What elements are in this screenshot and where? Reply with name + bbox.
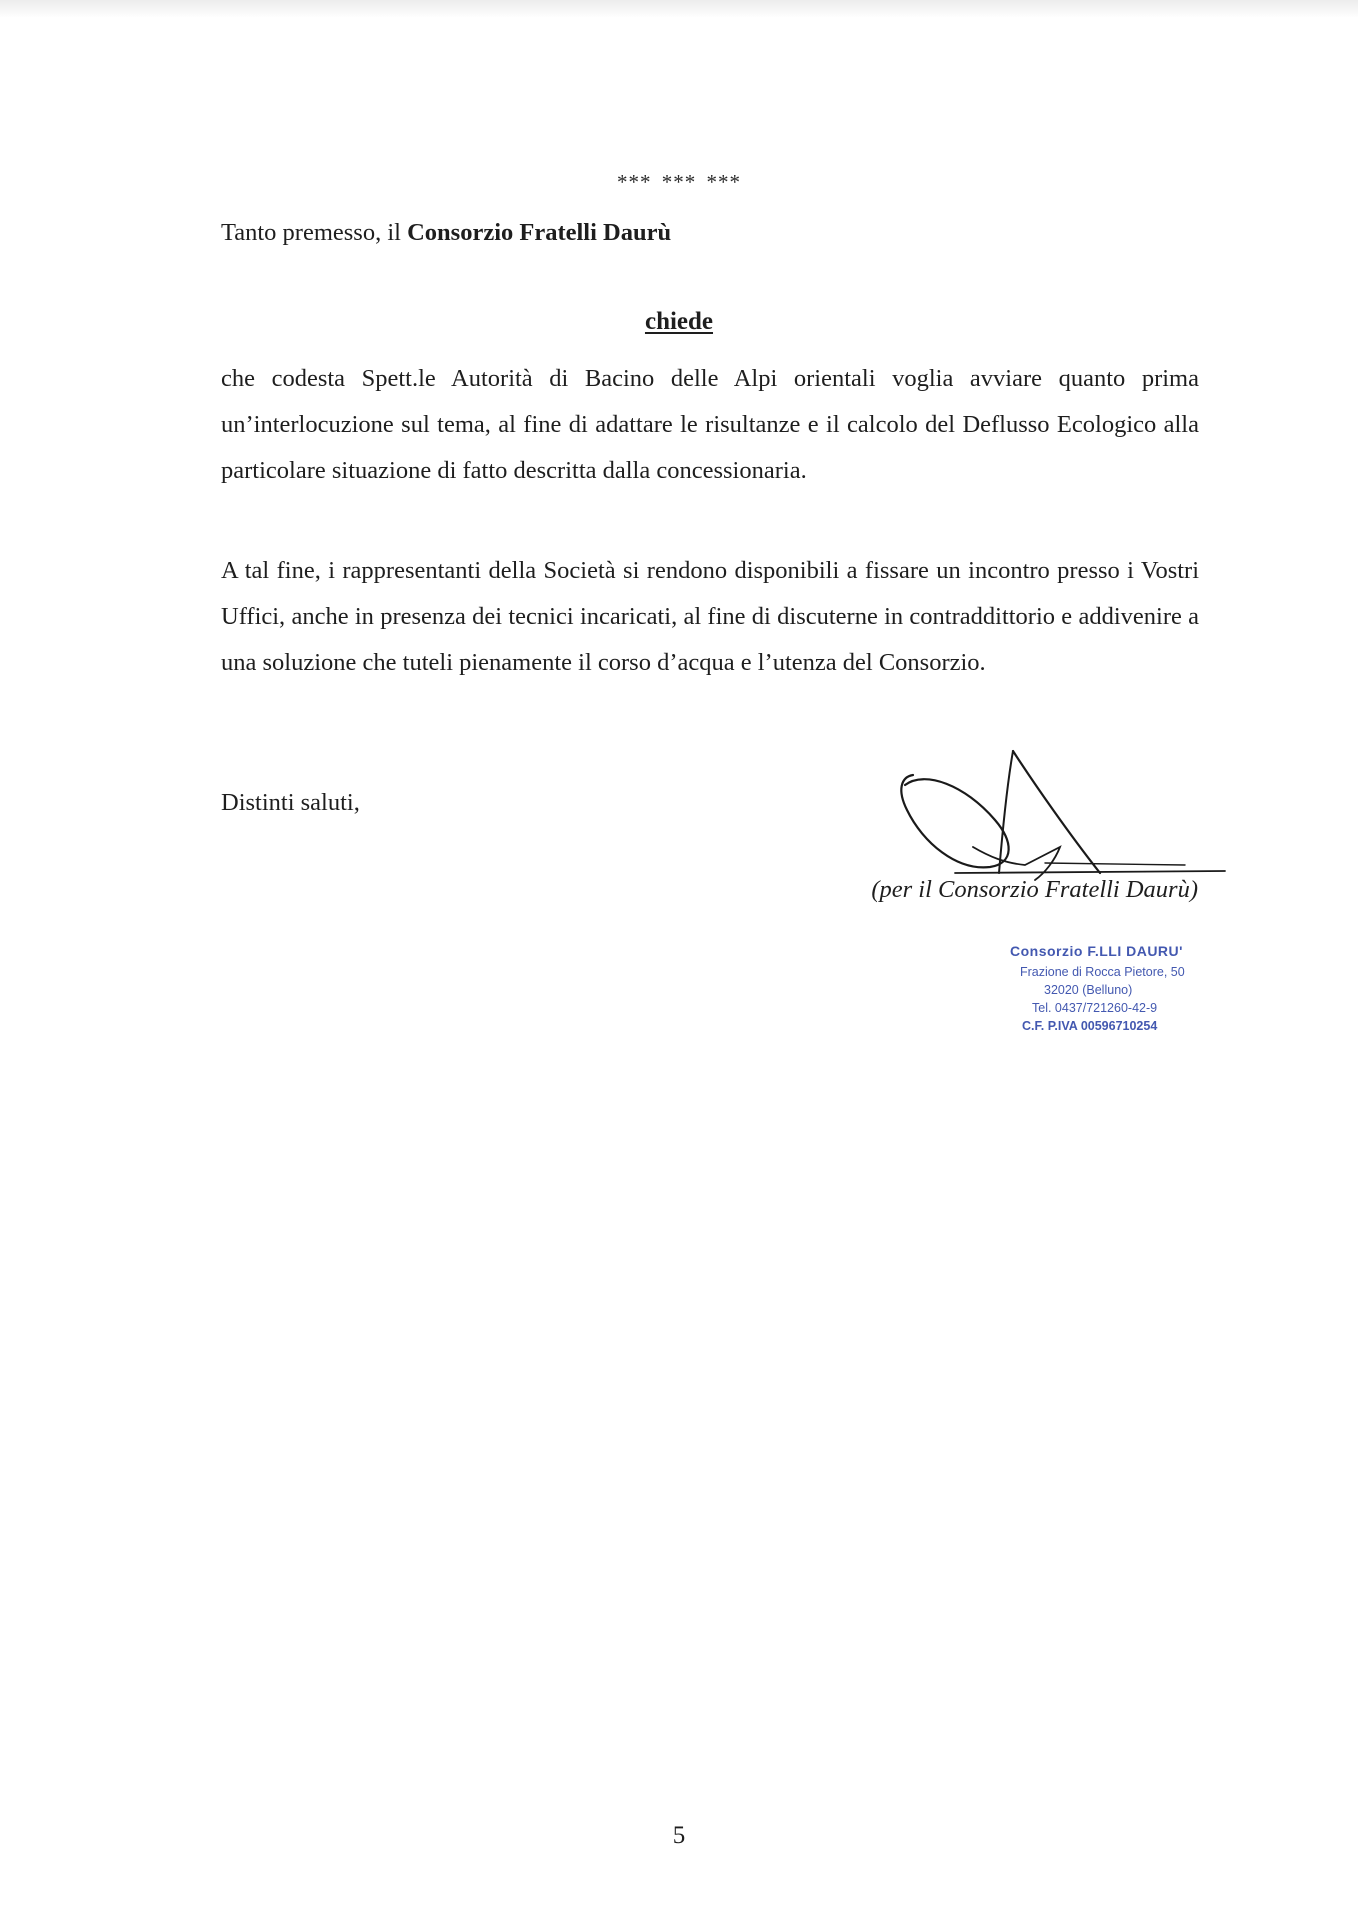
request-paragraph: che codesta Spett.le Autorità di Bacino delle Alpi orientali voglia avviare quanto prima un’interlocuzione sul tema, al fine di adattare le risultanze e il calcolo del Deflusso Ecologico alla particolare situazione di fatto descritta dalla concessionaria. <box>221 365 1199 484</box>
signer-line: (per il Consorzio Fratelli Daurù) <box>871 876 1198 903</box>
section-separator: *** *** *** <box>617 170 741 194</box>
page-number: 5 <box>672 1822 686 1849</box>
company-stamp <box>1010 938 1185 1048</box>
stamp-line: C.F. P.IVA 00596710254 <box>1022 1019 1158 1033</box>
request-heading: chiede <box>644 308 714 335</box>
stamp-line: Tel. 0437/721260-42-9 <box>1032 1001 1158 1015</box>
handwritten-signature <box>895 745 1235 890</box>
scan-top-shadow <box>0 0 1358 18</box>
meeting-offer-paragraph: A tal fine, i rappresentanti della Società si rendono disponibili a fissare un incontro presso i Vostri Uffici, anche in presenza dei tecnici incaricati, al fine di discuterne in contraddittorio e addivenire a una soluzione che tuteli pienamente il corso d’acqua e l’utenza del Consorzio. <box>221 557 1199 676</box>
stamp-line: Frazione di Rocca Pietore, 50 <box>1020 965 1185 979</box>
intro-prefix: Tanto premesso, il <box>221 219 408 246</box>
intro-line <box>221 210 1199 256</box>
closing-salutation: Distinti saluti, <box>221 789 360 816</box>
stamp-line: Consorzio F.LLI DAURU' <box>1010 943 1183 959</box>
company-name: Consorzio Fratelli Daurù <box>407 219 672 246</box>
stamp-line: 32020 (Belluno) <box>1044 983 1133 997</box>
